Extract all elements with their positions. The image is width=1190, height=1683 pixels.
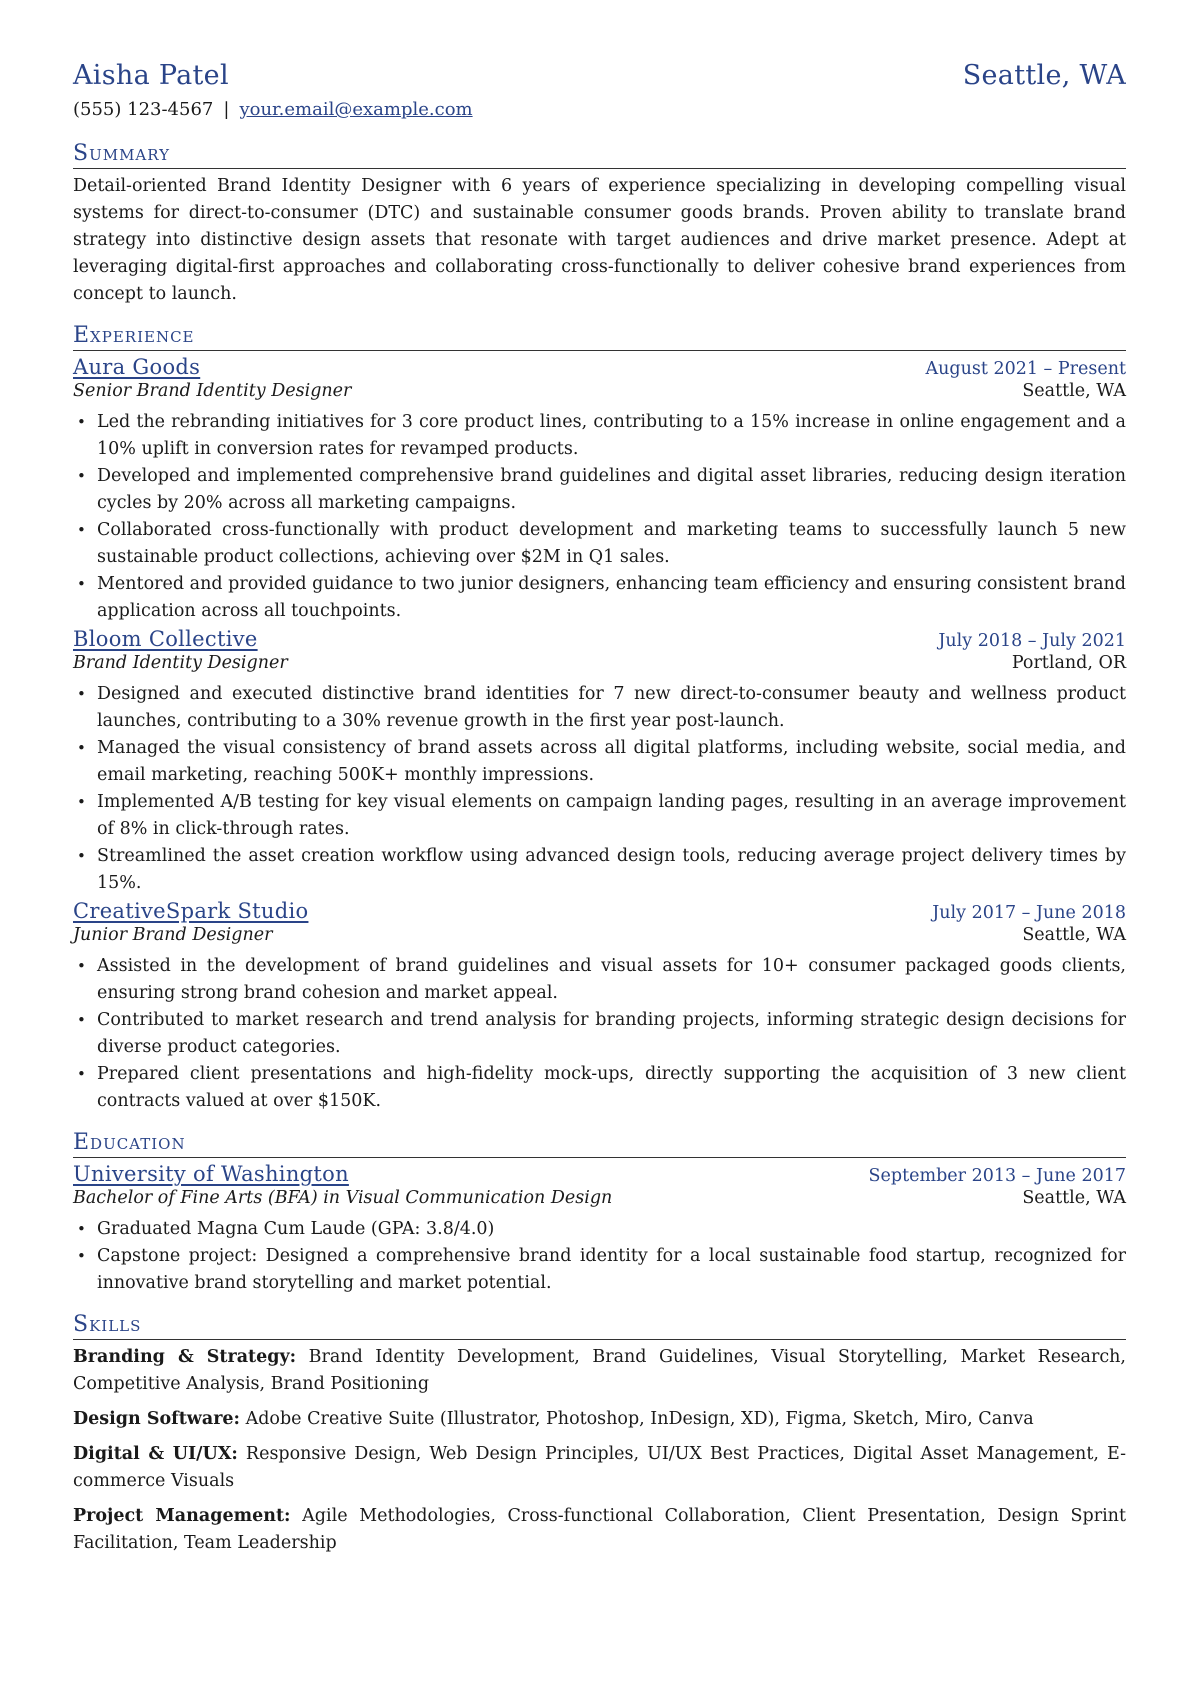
bullet-item: • Led the rebranding initiatives for 3 core product lines, contributing to a 15% increase in online engagement and a 10% uplift in conversion rates for revamped products. (97, 409, 1126, 463)
job-location: Seattle, WA (1022, 925, 1126, 945)
section-title-summary: Summary (73, 140, 1126, 169)
job-bullets (73, 953, 1126, 1115)
school-link[interactable]: University of Washington (73, 1162, 349, 1186)
skill-value: Responsive Design, Web Design Principles, UI/UX Best Practices, Digital Asset Management, E-commerce Visuals (73, 1444, 1126, 1491)
job-role: Senior Brand Identity Designer (73, 381, 352, 401)
section-title-skills: Skills (73, 1311, 1126, 1340)
bullet-item: • Developed and implemented comprehensive brand guidelines and digital asset libraries, reducing design iteration cycles by 20% across all marketing campaigns. (97, 463, 1126, 517)
skill-row (73, 1406, 1126, 1433)
education-bullets (73, 1216, 1126, 1297)
section-title-experience: Experience (73, 322, 1126, 351)
phone: (555) 123-4567 (73, 99, 214, 120)
bullet-item: • Collaborated cross-functionally with product development and marketing teams to successfully launch 5 new sustainable product collections, achieving over $2M in Q1 sales. (97, 517, 1126, 571)
job-dates: August 2021 – Present (925, 359, 1126, 379)
skill-label: Design Software: (73, 1409, 241, 1429)
job-entry (73, 899, 1126, 1115)
skill-row (73, 1344, 1126, 1398)
job-role: Junior Brand Designer (73, 925, 273, 945)
bullet-item: • Prepared client presentations and high-fidelity mock-ups, directly supporting the acquisition of 3 new client contracts valued at over $150K. (97, 1061, 1126, 1115)
bullet-item: • Mentored and provided guidance to two junior designers, enhancing team efficiency and ensuring consistent brand application across all touchpoints. (97, 571, 1126, 625)
skill-row (73, 1441, 1126, 1495)
header-location: Seattle, WA (962, 60, 1126, 91)
job-dates: July 2017 – June 2018 (932, 903, 1126, 923)
company-link[interactable]: CreativeSpark Studio (73, 899, 309, 923)
education-entry (73, 1162, 1126, 1297)
contact-line (73, 99, 1126, 120)
skill-label: Digital & UI/UX: (73, 1444, 238, 1464)
bullet-item: • Managed the visual consistency of brand assets across all digital platforms, including website, social media, and email marketing, reaching 500K+ monthly impressions. (97, 735, 1126, 789)
company-link[interactable]: Aura Goods (73, 355, 201, 379)
job-entry (73, 627, 1126, 897)
bullet-item: • Streamlined the asset creation workflow using advanced design tools, reducing average project delivery times by 15%. (97, 843, 1126, 897)
section-title-education: Education (73, 1129, 1126, 1158)
job-location: Seattle, WA (1022, 381, 1126, 401)
job-location: Portland, OR (1011, 653, 1126, 673)
skill-value: Adobe Creative Suite (Illustrator, Photoshop, InDesign, XD), Figma, Sketch, Miro, Canva (245, 1409, 1034, 1429)
job-bullets (73, 409, 1126, 625)
header (73, 60, 1126, 91)
skill-label: Project Management: (73, 1506, 291, 1526)
bullet-item: • Capstone project: Designed a comprehensive brand identity for a local sustainable food startup, recognized for innovative brand storytelling and market potential. (97, 1243, 1126, 1297)
email-link[interactable]: your.email@example.com (239, 99, 473, 120)
job-role: Brand Identity Designer (73, 653, 288, 673)
bullet-item: • Contributed to market research and trend analysis for branding projects, informing strategic design decisions for diverse product categories. (97, 1007, 1126, 1061)
job-entry (73, 355, 1126, 625)
education-location: Seattle, WA (1022, 1188, 1126, 1208)
job-bullets (73, 681, 1126, 897)
skill-label: Branding & Strategy: (73, 1347, 297, 1367)
skill-value: Agile Methodologies, Cross-functional Collaboration, Client Presentation, Design Sprint Facilitation, Team Leadership (73, 1506, 1126, 1553)
education-dates: September 2013 – June 2017 (868, 1166, 1126, 1186)
contact-separator: | (223, 99, 230, 120)
summary-text: Detail-oriented Brand Identity Designer with 6 years of experience specializing in developing compelling visual systems for direct-to-consumer (DTC) and sustainable consumer goods brands. Proven ability to translate brand strategy into distinctive design assets that resonate with target audiences and drive market presence. Adept at leveraging digital-first approaches and collaborating cross-functionally to deliver cohesive brand experiences from concept to launch. (73, 176, 1126, 304)
bullet-item: • Implemented A/B testing for key visual elements on campaign landing pages, resulting in an average improvement of 8% in click-through rates. (97, 789, 1126, 843)
bullet-item: • Graduated Magna Cum Laude (GPA: 3.8/4.0) (97, 1216, 1126, 1243)
job-dates: July 2018 – July 2021 (938, 631, 1126, 651)
candidate-name: Aisha Patel (73, 60, 229, 91)
bullet-item: • Assisted in the development of brand guidelines and visual assets for 10+ consumer packaged goods clients, ensuring strong brand cohesion and market appeal. (97, 953, 1126, 1007)
skill-value: Brand Identity Development, Brand Guidelines, Visual Storytelling, Market Research, Competitive Analysis, Brand Positioning (73, 1347, 1126, 1394)
company-link[interactable]: Bloom Collective (73, 627, 258, 651)
degree: Bachelor of Fine Arts (BFA) in Visual Communication Design (73, 1188, 613, 1208)
bullet-item: • Designed and executed distinctive brand identities for 7 new direct-to-consumer beauty and wellness product launches, contributing to a 30% revenue growth in the first year post-launch. (97, 681, 1126, 735)
skill-row (73, 1503, 1126, 1557)
